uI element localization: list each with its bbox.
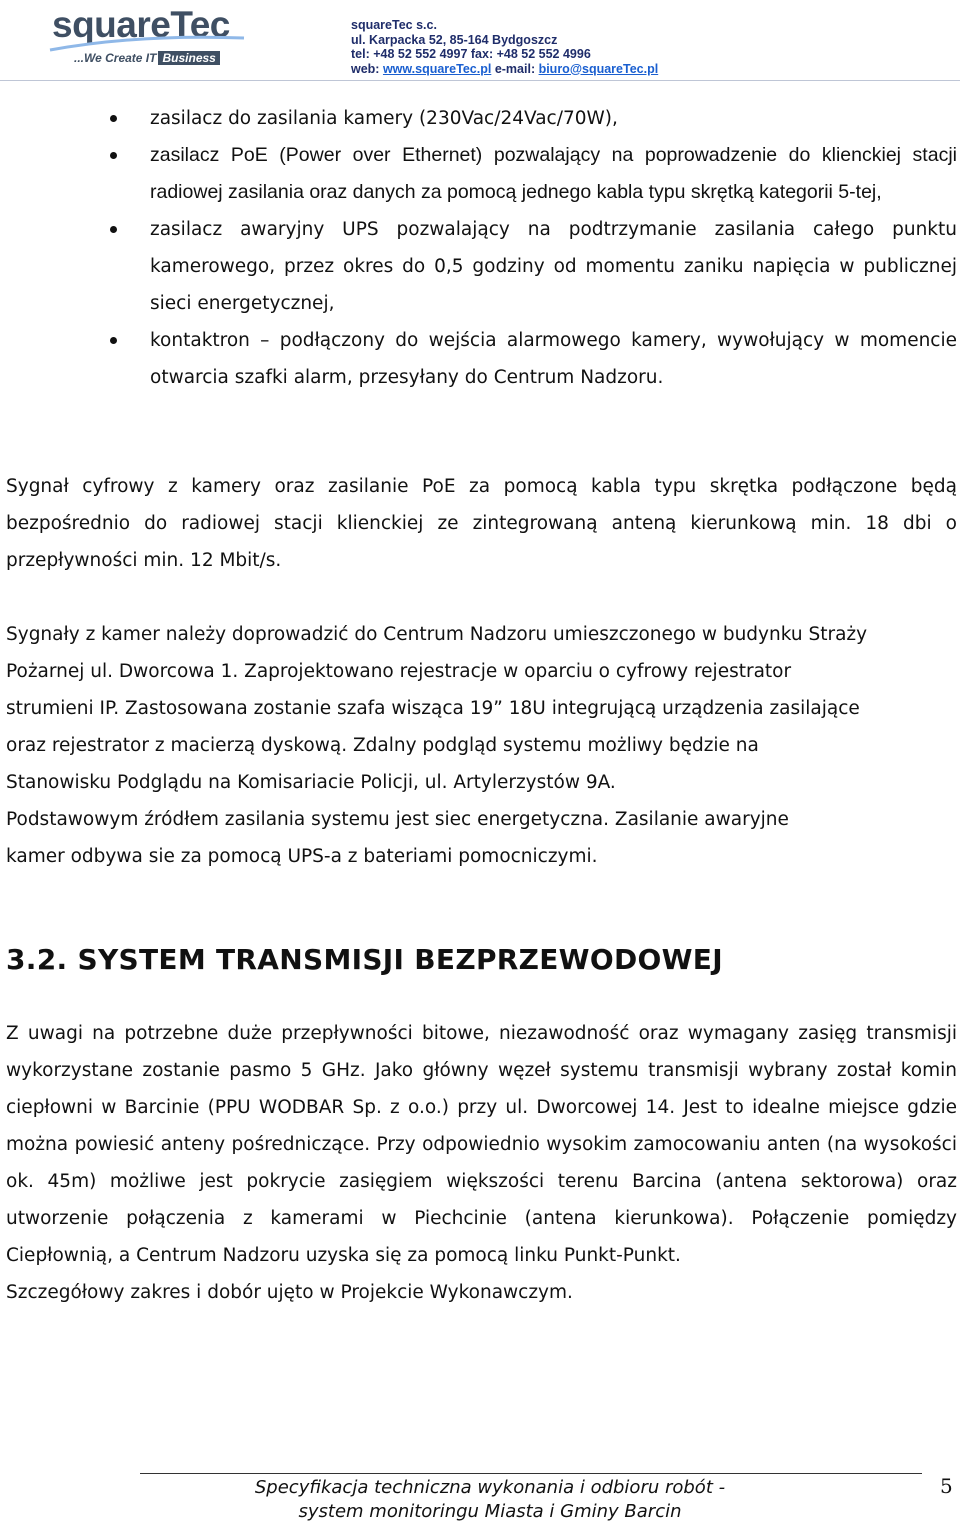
text-line: Stanowisku Podglądu na Komisariacie Policji, ul. Artylerzystów 9A.: [6, 772, 616, 793]
page-number: 5: [940, 1474, 953, 1498]
logo-slogan: ...We Create IT Business: [74, 50, 220, 66]
text-line: strumieni IP. Zastosowana zostanie szafa wisząca 19” 18U integrującą urządzenia zasilające: [6, 698, 860, 719]
paragraph-recording: [6, 616, 957, 875]
equipment-list: [110, 100, 957, 396]
paragraph-text: Z uwagi na potrzebne duże przepływności bitowe, niezawodność oraz wymagany zasięg transmisji wykorzystane zostanie pasmo 5 GHz. Jako główny węzeł systemu transmisji wybrany został komin ciepłowni w Barcinie (PPU WODBAR Sp. z o.o.) przy ul. Dworcowej 14. Jest to idealne miejsce gdzie można powiesić anteny pośredniczące. Przy odpowiednio wysokim zamocowaniu anten (na wysokości ok. 45m) możliwe jest pokrycie zasięgiem większości terenu Barcina (antena sektorowa) oraz utworzenie połączenia z kamerami w Piechcinie (antena kierunkowa). Połączenie pomiędzy Ciepłownią, a Centrum Nadzoru uzyska się za pomocą linku Punkt-Punkt.: [6, 1023, 957, 1266]
company-address: ul. Karpacka 52, 85-164 Bydgoszcz: [351, 32, 558, 47]
company-name: squareTec s.c.: [351, 18, 437, 32]
paragraph-text: Szczegółowy zakres i dobór ujęto w Projekcie Wykonawczym.: [6, 1282, 573, 1303]
text-line: Podstawowym źródłem zasilania systemu jest siec energetyczna. Zasilanie awaryjne: [6, 809, 789, 830]
paragraph-signal: Sygnał cyfrowy z kamery oraz zasilanie PoE za pomocą kabla typu skrętka podłączone będą bezpośrednio do radiowej stacji klienckiej ze zintegrowaną anteną kierunkową min. 18 dbi o przepływności min. 12 Mbit/s.: [6, 476, 957, 571]
paragraph-transmission: [6, 1015, 957, 1311]
text-line: Pożarnej ul. Dworcowa 1. Zaprojektowano rejestracje w oparciu o cyfrowy rejestrator: [6, 661, 792, 682]
website-link[interactable]: www.squareTec.pl: [382, 61, 492, 76]
section-heading: 3.2. SYSTEM TRANSMISJI BEZPRZEWODOWEJ: [6, 943, 723, 976]
company-logo: [48, 4, 248, 68]
list-item: zasilacz PoE (Power over Ethernet) pozwalający na poprowadzenie do klienckiej stacji radiowej zasilania oraz danych za pomocą jednego kabla typu skrętką kategorii 5-tej,: [110, 137, 957, 211]
text-line: oraz rejestrator z macierzą dyskową. Zdalny podgląd systemu możliwy będzie na: [6, 735, 759, 756]
footer-line: system monitoringu Miasta i Gminy Barcin: [298, 1501, 682, 1522]
logo-wordmark: squareTec: [52, 4, 230, 45]
company-info: [351, 18, 658, 76]
company-phones: tel: +48 52 552 4997 fax: +48 52 552 4996: [351, 47, 591, 61]
list-item: kontaktron – podłączony do wejścia alarmowego kamery, wywołujący w momencie otwarcia szafki alarm, przesyłany do Centrum Nadzoru.: [110, 322, 957, 396]
company-contact: web: www.squareTec.pl e-mail: biuro@squareTec.pl: [351, 61, 659, 76]
footer-divider: [140, 1473, 922, 1474]
page-footer: [220, 1476, 760, 1524]
header-divider: [0, 80, 960, 81]
text-line: Sygnały z kamer należy doprowadzić do Centrum Nadzoru umieszczonego w budynku Straży: [6, 624, 868, 645]
footer-line: Specyfikacja techniczna wykonania i odbioru robót -: [254, 1477, 726, 1498]
list-item: zasilacz awaryjny UPS pozwalający na podtrzymanie zasilania całego punktu kamerowego, przez okres do 0,5 godziny od momentu zaniku napięcia w publicznej sieci energetycznej,: [110, 211, 957, 322]
email-link[interactable]: biuro@squareTec.pl: [538, 61, 659, 76]
list-item: zasilacz do zasilania kamery (230Vac/24Vac/70W),: [110, 100, 957, 137]
text-line: kamer odbywa sie za pomocą UPS-a z bateriami pomocniczymi.: [6, 846, 598, 867]
